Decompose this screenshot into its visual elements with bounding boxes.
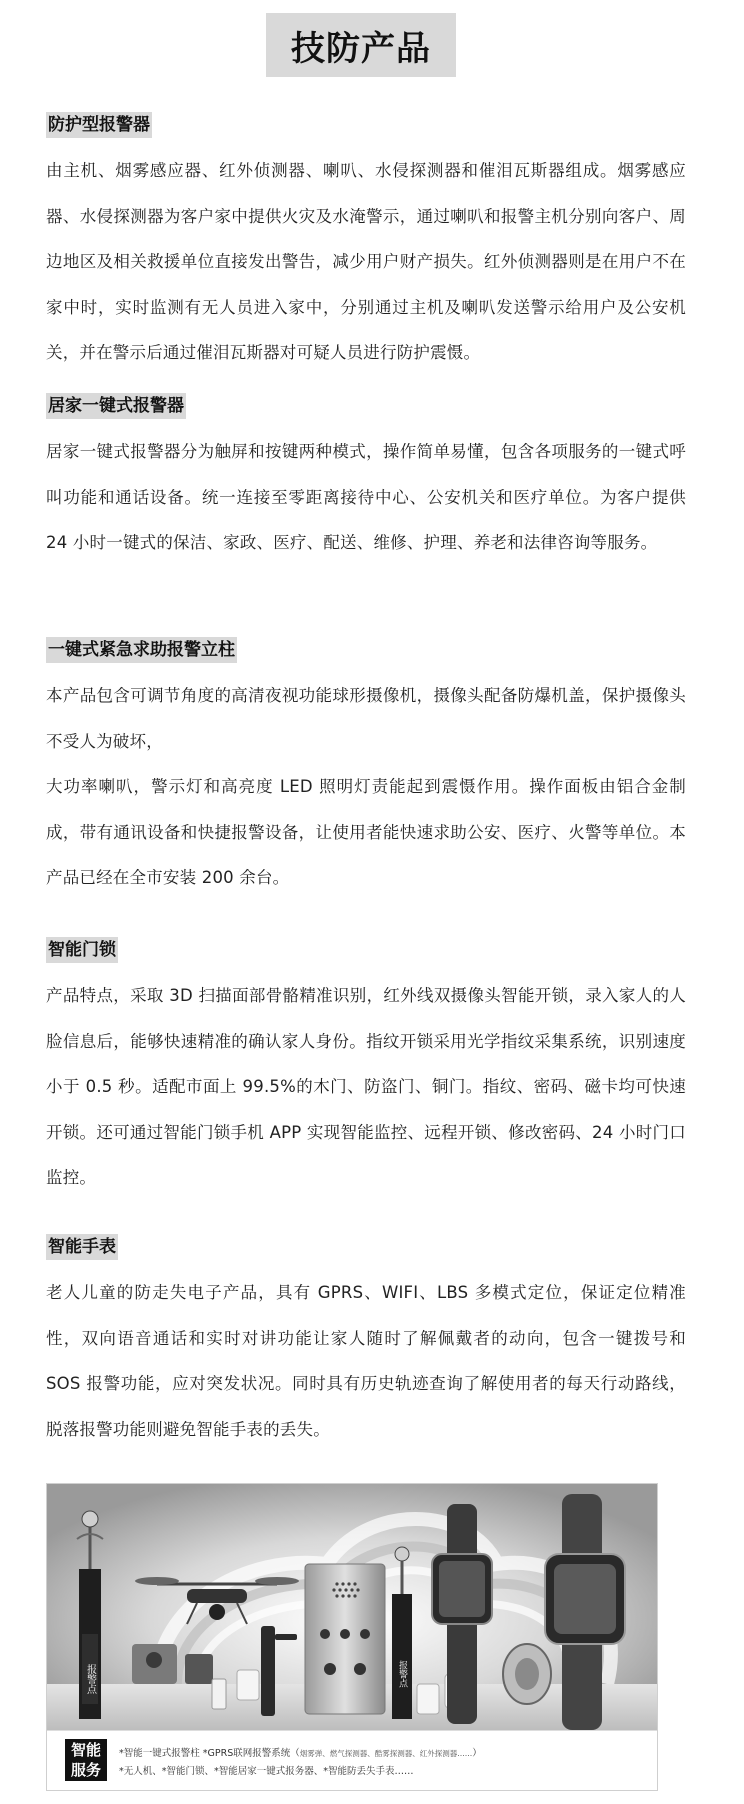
section-emergency-pillar	[46, 637, 686, 901]
section-heading: 一键式紧急求助报警立柱	[46, 637, 237, 663]
section-paragraph: 由主机、烟雾感应器、红外侦测器、喇叭、水侵探测器和催泪瓦斯器组成。烟雾感应器、水侵探测器为客户家中提供火灾及水淹警示，通过喇叭和报警主机分别向客户、周边地区及相关救援单位直接发出警告，减少用户财产损失。红外侦测器则是在用户不在家中时，实时监测有无人员进入家中，分别通过主机及喇叭发送警示给用户及公安机关，并在警示后通过催泪瓦斯器对可疑人员进行防护震慑。	[46, 161, 686, 362]
product-photo	[46, 1483, 658, 1791]
svg-text:报警点: 报警点	[84, 1664, 96, 1694]
product-collage-illustration	[47, 1484, 657, 1730]
smart-service-badge: 智能 服务	[65, 1739, 107, 1781]
caption-bar	[47, 1730, 657, 1791]
section-heading: 智能门锁	[46, 937, 118, 963]
section-paragraph: 居家一键式报警器分为触屏和按键两种模式，操作简单易懂，包含各项服务的一键式呼叫功能和通话设备。统一连接至零距离接待中心、公安机关和医疗单位。为客户提供 24 小时一键式的保洁、家政、医疗、配送、维修、护理、养老和法律咨询等服务。	[46, 442, 686, 552]
section-paragraph: 老人儿童的防走失电子产品，具有 GPRS、WIFI、LBS 多模式定位，保证定位精准性，双向语音通话和实时对讲功能让家人随时了解佩戴者的动向，包含一键拨号和 SOS 报警功能，应对突发状况。同时具有历史轨迹查询了解使用者的每天行动路线，脱落报警功能则避免智能手表的丢失。	[46, 1283, 686, 1439]
page-title: 技防产品	[266, 13, 456, 77]
section-heading: 居家一键式报警器	[46, 393, 186, 419]
one-key-alarm-panel-icon	[305, 1564, 385, 1714]
section-paragraph: 大功率喇叭，警示灯和高亮度 LED 照明灯责能起到震慑作用。操作面板由铝合金制成，带有通讯设备和快捷报警设备，让使用者能快速求助公安、医疗、火警等单位。本产品已经在全市安装 200 余台。	[46, 777, 686, 887]
svg-text:报警点: 报警点	[397, 1660, 407, 1688]
section-smart-watch	[46, 1234, 686, 1452]
section-paragraph: 产品特点，采取 3D 扫描面部骨骼精准识别，红外线双摄像头智能开锁，录入家人的人脸信息后，能够快速精准的确认家人身份。指纹开锁采用光学指纹采集系统，识别速度小于 0.5 秒。适配市面上 99.5%的木门、防盗门、铜门。指纹、密码、磁卡均可快速开锁。还可通过智能门锁手机 APP 实现智能监控、远程开锁、修改密码、24 小时门口监控。	[46, 986, 686, 1187]
section-home-one-key-alarm	[46, 393, 686, 566]
section-protective-alarm	[46, 112, 686, 376]
section-smart-lock	[46, 937, 686, 1201]
caption-line-1: *智能一键式报警柱 *GPRS联网报警系统（烟雾弹、燃气探测器、酷雾探测器、红外探测器……）	[119, 1748, 482, 1759]
caption-line-2: *无人机、*智能门锁、*智能居家一键式报务器、*智能防丢失手表……	[119, 1766, 414, 1777]
section-heading: 防护型报警器	[46, 112, 152, 138]
section-paragraph: 本产品包含可调节角度的高清夜视功能球形摄像机，摄像头配备防爆机盖，保护摄像头不受人为破坏，	[46, 686, 686, 751]
section-heading: 智能手表	[46, 1234, 118, 1260]
